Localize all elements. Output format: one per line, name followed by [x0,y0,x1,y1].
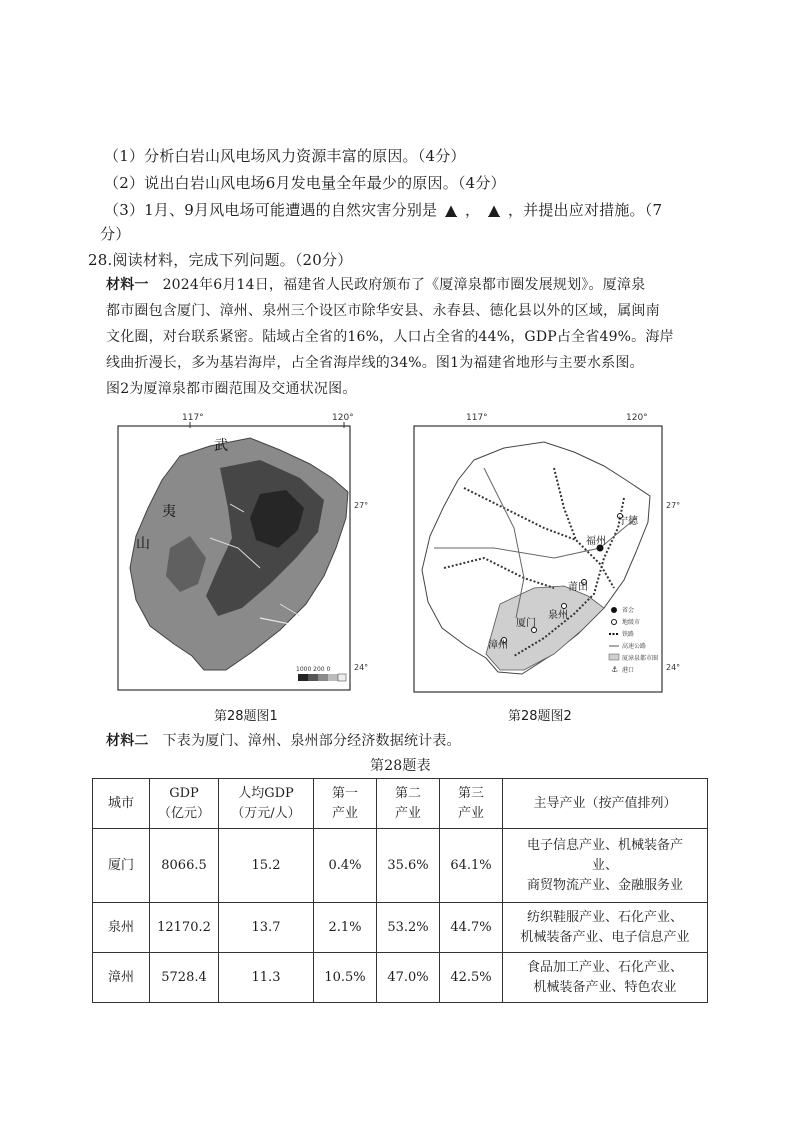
cell-city: 厦门 [93,829,150,903]
cell-secondary: 47.0% [377,953,440,1003]
table-row [93,903,708,953]
city-xiamen: 厦门 [516,618,536,629]
material-1-line-4: 线曲折漫长，多为基岩海岸，占全省海岸线的34%。图1为福建省地形与主要水系图。 [106,355,644,371]
fig1-terrain-map [110,408,370,698]
cell-tertiary: 44.7% [440,903,503,953]
question-3-sep: ， [464,201,481,219]
question-28-heading: 28.阅读材料，完成下列问题。（20分） [88,251,353,269]
material-2-label: 材料二 [106,733,149,749]
fig2-lat-24: 24° [666,663,681,672]
fig1-lon-120: 120° [332,413,354,423]
mountain-label-yi: 夷 [162,504,176,520]
cell-primary: 0.4% [314,829,377,903]
svg-text:高速公路: 高速公路 [622,643,647,650]
cell-per-capita: 11.3 [219,953,314,1003]
question-3-continued: 分） [100,225,131,243]
cell-tertiary: 42.5% [440,953,503,1003]
cell-industries: 电子信息产业、机械装备产 业、 商贸物流产业、金融服务业 [503,829,708,903]
cell-secondary: 53.2% [377,903,440,953]
question-3-text: （3）1月、9月风电场可能遭遇的自然灾害分别是 [104,201,438,219]
fig2-caption: 第28题图2 [508,709,572,724]
mountain-label-wu: 武 [214,438,228,454]
answer-blank-1: ▲ [445,201,457,219]
question-3-text2: ，并提出应对措施。（7 [507,201,663,219]
cell-gdp: 12170.2 [150,903,219,953]
cell-industries: 纺织鞋服产业、石化产业、 机械装备产业、电子信息产业 [503,903,708,953]
fig2-lon-120: 120° [626,413,648,423]
fig2-lat-27: 27° [666,501,681,510]
cell-gdp: 5728.4 [150,953,219,1003]
table-caption: 第28题表 [370,758,431,774]
fig1-lat-27: 27° [354,501,369,510]
question-3 [104,199,662,220]
mountain-label-shan: 山 [136,536,150,552]
city-fuzhou: 福州 [586,536,606,547]
header-secondary: 第二 产业 [377,779,440,829]
fig1-lat-24: 24° [354,663,369,672]
economic-data-table [92,778,708,1003]
fig2-lon-117: 117° [466,413,488,423]
cell-gdp: 8066.5 [150,829,219,903]
header-tertiary: 第三 产业 [440,779,503,829]
cell-primary: 2.1% [314,903,377,953]
material-2-text: 下表为厦门、漳州、泉州部分经济数据统计表。 [162,733,461,749]
cell-tertiary: 64.1% [440,829,503,903]
table-row [93,829,708,903]
svg-text:铁路: 铁路 [622,631,635,638]
header-gdp: GDP （亿元） [150,779,219,829]
material-1-line-1: 材料一 2024年6月14日，福建省人民政府颁布了《厦漳泉都市圈发展规划》。厦漳泉 [106,277,646,293]
svg-text:港口: 港口 [622,667,635,674]
fig1-lon-117: 117° [182,413,204,423]
material-1-label: 材料一 [106,277,149,293]
city-zhangzhou: 漳州 [488,640,508,651]
city-putian: 莆田 [568,582,588,593]
fig2-transport-map [404,408,684,698]
cell-city: 泉州 [93,903,150,953]
material-1-line-5: 图2为厦漳泉都市圈范围及交通状况图。 [106,381,357,397]
material-1-line-2: 都市圈包含厦门、漳州、泉州三个设区市除华安县、永春县、德化县以外的区域，属闽南 [106,303,660,319]
cell-industries: 食品加工产业、石化产业、 机械装备产业、特色农业 [503,953,708,1003]
header-primary: 第一 产业 [314,779,377,829]
header-leading-industries: 主导产业（按产值排列） [503,779,708,829]
cell-per-capita: 13.7 [219,903,314,953]
cell-secondary: 35.6% [377,829,440,903]
table-row [93,953,708,1003]
question-1: （1）分析白岩山风电场风力资源丰富的原因。（4分） [104,147,466,165]
material-1-line-3: 文化圈，对台联系紧密。陆域占全省的16%，人口占全省的44%，GDP占全省49%。海岸 [106,329,674,345]
answer-blank-2: ▲ [488,201,500,219]
cell-city: 漳州 [93,953,150,1003]
material-2 [106,728,461,754]
question-2: （2）说出白岩山风电场6月发电量全年最少的原因。（4分） [104,174,506,192]
fig1-scale-label: 1000 200 0 [296,666,331,673]
city-quanzhou: 泉州 [548,610,568,621]
fig1-caption: 第28题图1 [214,709,278,724]
svg-text:⚓: ⚓ [611,665,619,674]
table-header-row [93,779,708,829]
header-gdp-per-capita: 人均GDP （万元/人） [219,779,314,829]
cell-per-capita: 15.2 [219,829,314,903]
svg-text:省会: 省会 [622,607,635,614]
cell-primary: 10.5% [314,953,377,1003]
city-ningde: 宁德 [618,516,638,527]
svg-text:地级市: 地级市 [622,619,641,626]
svg-text:厦漳泉都市圈: 厦漳泉都市圈 [622,655,659,662]
header-city: 城市 [93,779,150,829]
